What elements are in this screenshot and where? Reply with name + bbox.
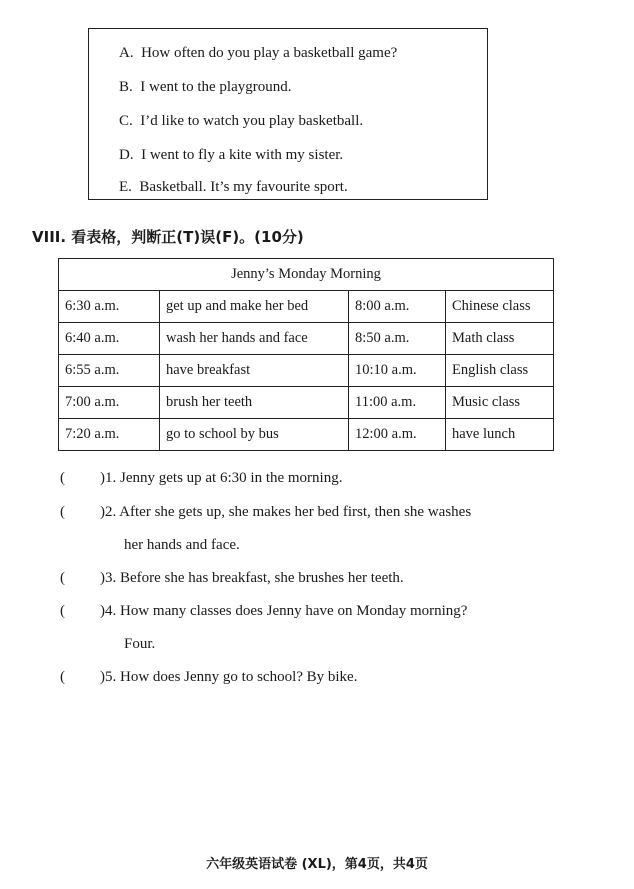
- time-cell: 7:00 a.m.: [59, 387, 160, 419]
- time-cell: 8:00 a.m.: [349, 291, 446, 323]
- option-c: C. I’d like to watch you play basketball.: [119, 113, 364, 129]
- activity-cell: brush her teeth: [160, 387, 349, 419]
- question-4: ( )4. How many classes does Jenny have on Monday morning?: [60, 603, 468, 619]
- activity-cell: have lunch: [446, 419, 554, 451]
- time-cell: 6:40 a.m.: [59, 323, 160, 355]
- time-cell: 7:20 a.m.: [59, 419, 160, 451]
- time-cell: 8:50 a.m.: [349, 323, 446, 355]
- option-e: E. Basketball. It’s my favourite sport.: [119, 179, 348, 195]
- table-row: [59, 419, 554, 451]
- time-cell: 10:10 a.m.: [349, 355, 446, 387]
- option-b: B. I went to the playground.: [119, 79, 292, 95]
- activity-cell: English class: [446, 355, 554, 387]
- activity-cell: Math class: [446, 323, 554, 355]
- time-cell: 6:55 a.m.: [59, 355, 160, 387]
- question-4-continuation: Four.: [124, 636, 156, 652]
- answer-blank[interactable]: (: [60, 603, 65, 619]
- answer-blank[interactable]: (: [60, 470, 65, 486]
- activity-cell: wash her hands and face: [160, 323, 349, 355]
- question-5: ( )5. How does Jenny go to school? By bike.: [60, 669, 358, 685]
- table-row: [59, 323, 554, 355]
- table-title-row: [59, 259, 554, 291]
- table-title: Jenny’s Monday Morning: [59, 259, 554, 291]
- activity-cell: have breakfast: [160, 355, 349, 387]
- answer-blank[interactable]: (: [60, 504, 65, 520]
- schedule-table: [58, 258, 554, 451]
- page-footer: 六年级英语试卷 (XL)，第4页，共4页: [206, 857, 428, 872]
- answer-blank[interactable]: (: [60, 669, 65, 685]
- answer-options-box: [88, 28, 488, 200]
- table-row: [59, 387, 554, 419]
- table-row: [59, 291, 554, 323]
- question-2-continuation: her hands and face.: [124, 537, 240, 553]
- activity-cell: get up and make her bed: [160, 291, 349, 323]
- section-heading: VIII. 看表格，判断正(T)误(F)。(10分): [32, 228, 304, 246]
- option-d: D. I went to fly a kite with my sister.: [119, 147, 344, 163]
- question-2: ( )2. After she gets up, she makes her bed first, then she washes: [60, 504, 472, 520]
- question-1: ( )1. Jenny gets up at 6:30 in the morning.: [60, 470, 343, 486]
- time-cell: 11:00 a.m.: [349, 387, 446, 419]
- activity-cell: Music class: [446, 387, 554, 419]
- question-3: ( )3. Before she has breakfast, she brushes her teeth.: [60, 570, 404, 586]
- activity-cell: go to school by bus: [160, 419, 349, 451]
- answer-blank[interactable]: (: [60, 570, 65, 586]
- time-cell: 6:30 a.m.: [59, 291, 160, 323]
- activity-cell: Chinese class: [446, 291, 554, 323]
- table-row: [59, 355, 554, 387]
- time-cell: 12:00 a.m.: [349, 419, 446, 451]
- option-a: A. How often do you play a basketball game?: [119, 45, 398, 61]
